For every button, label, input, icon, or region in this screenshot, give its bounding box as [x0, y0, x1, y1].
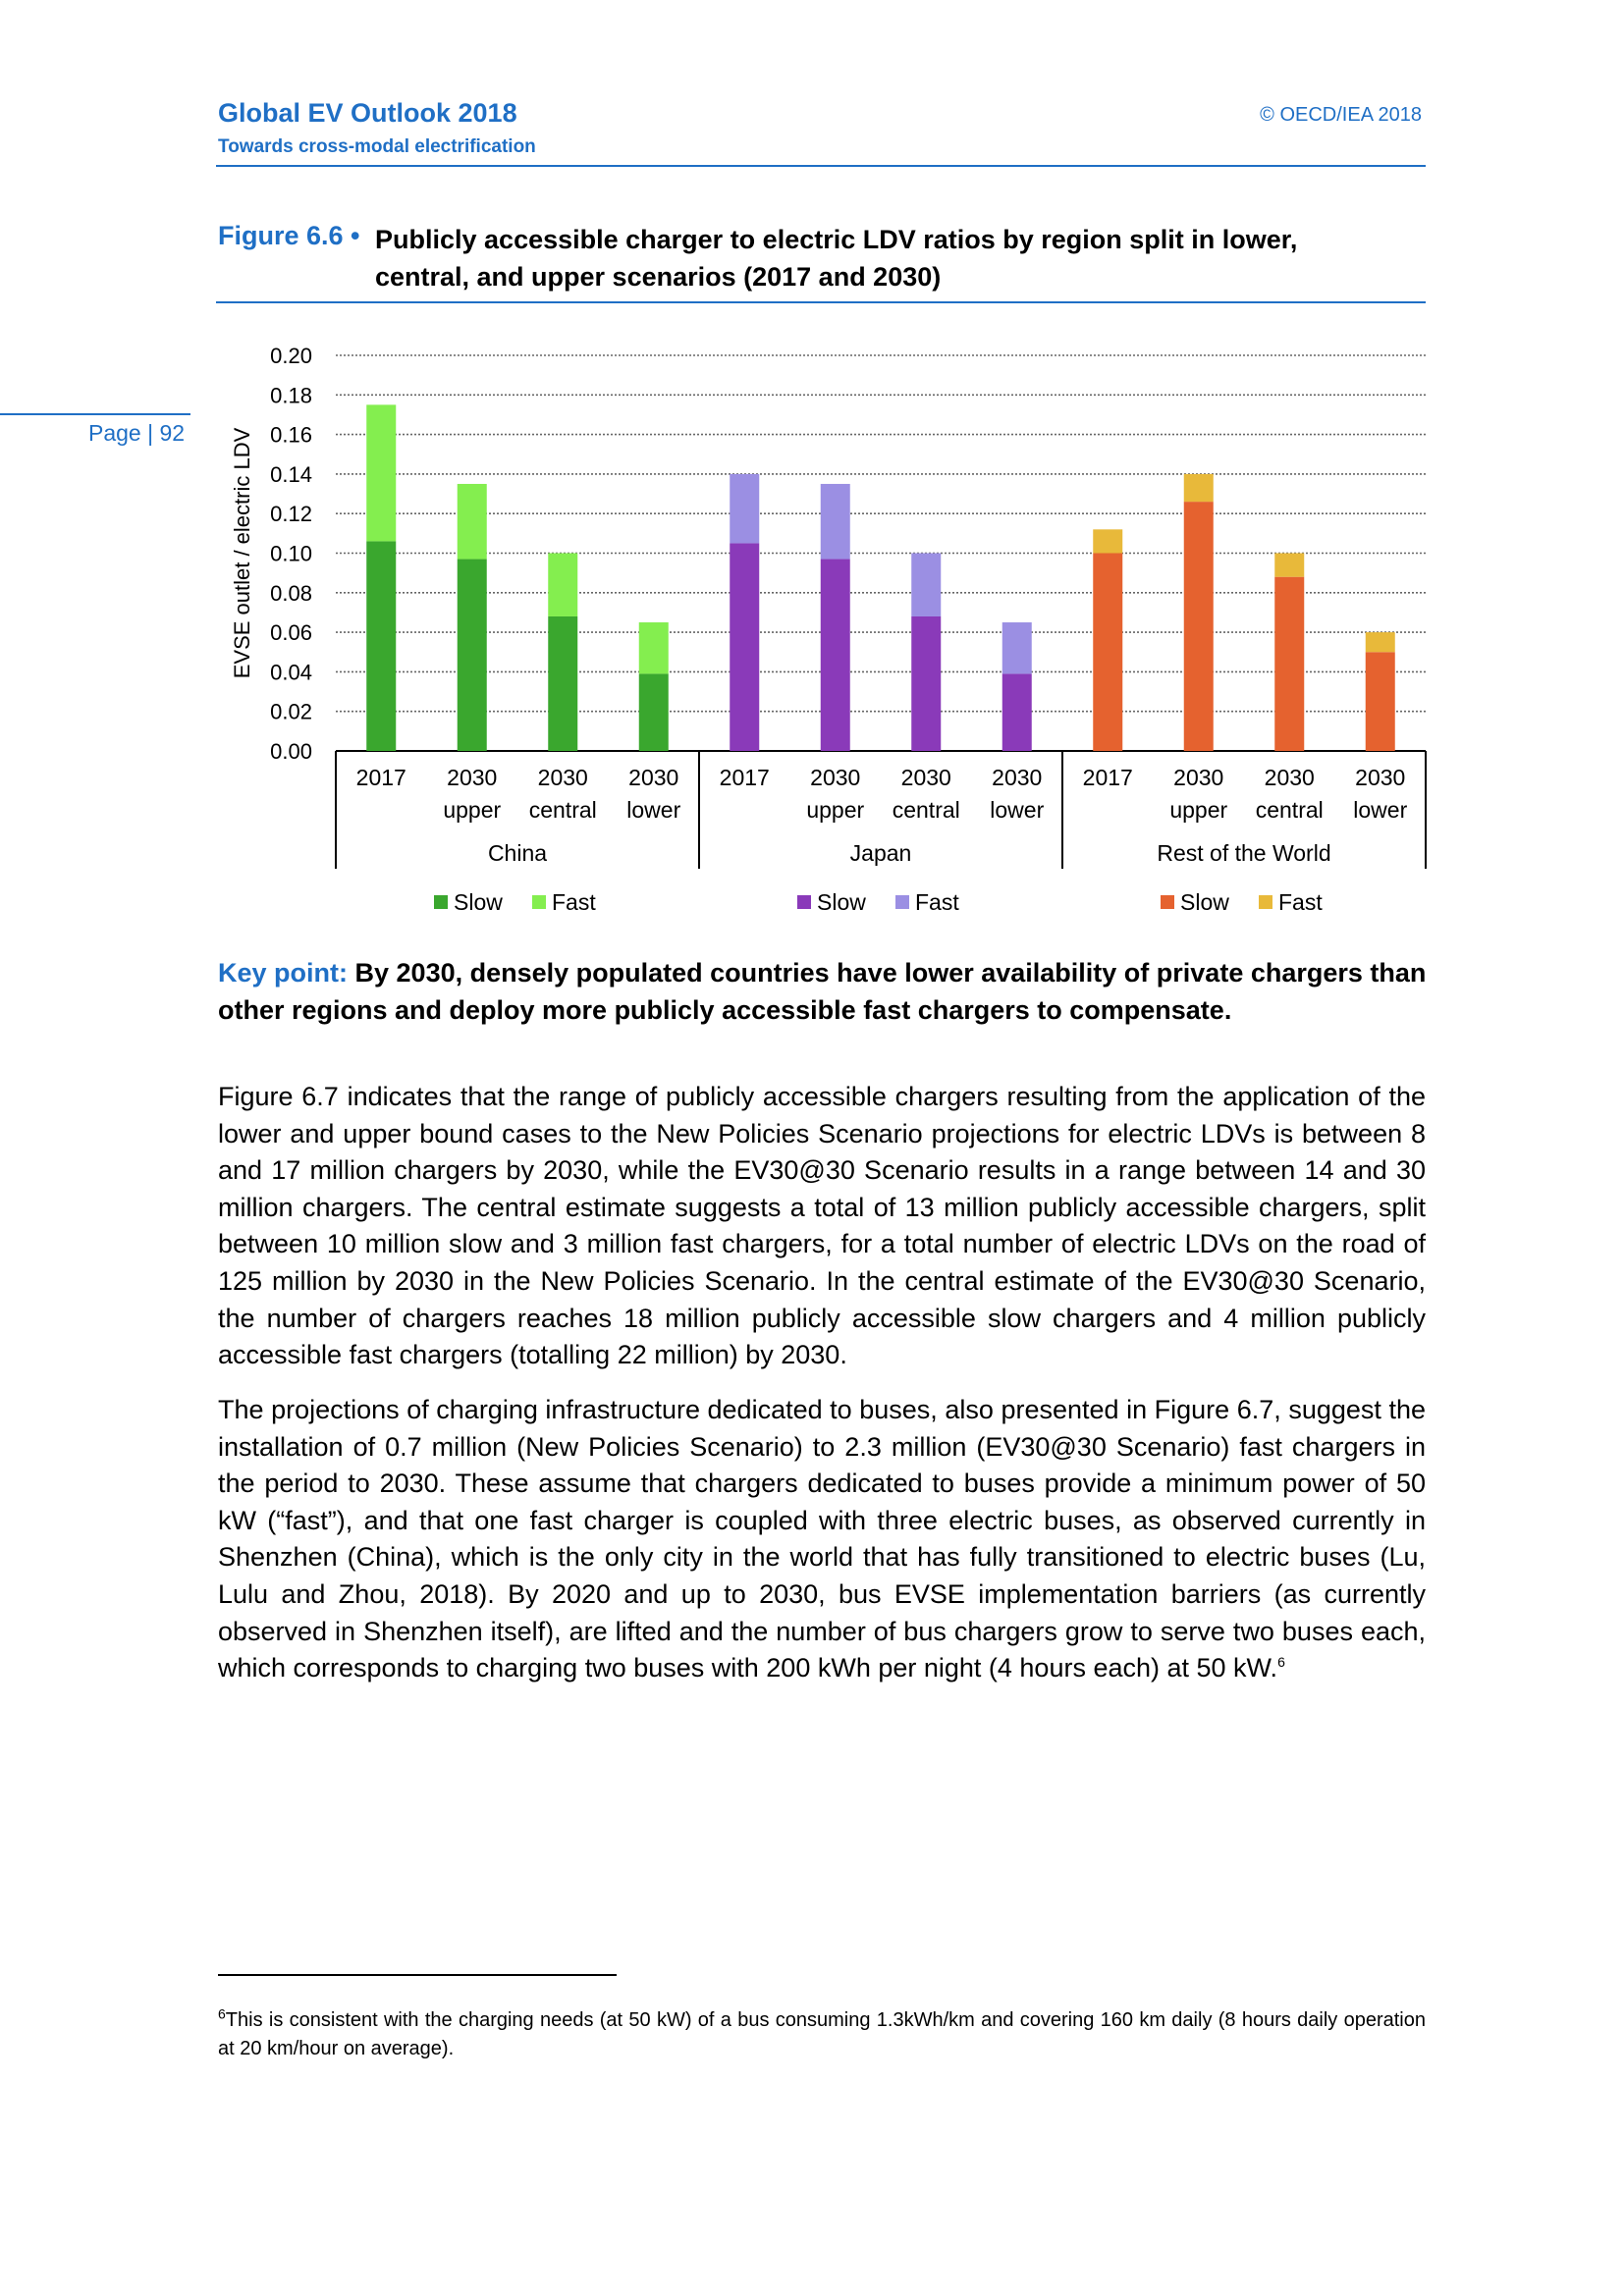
footnote-divider: [218, 1974, 617, 1976]
bar-segment-fast: [366, 404, 396, 541]
x-tick-label: upper: [443, 797, 502, 823]
bar-segment-slow: [1274, 577, 1304, 751]
x-tick-label: 2030: [810, 765, 861, 790]
bar-segment-slow: [911, 616, 941, 751]
x-tick-label: 2030: [1173, 765, 1224, 790]
x-tick-label: 2030: [900, 765, 951, 790]
x-tick-label: central: [528, 797, 597, 823]
legend-label-slow: Slow: [817, 889, 866, 915]
bar-segment-fast: [548, 554, 577, 616]
legend-label-fast: Fast: [552, 889, 596, 915]
key-point-text: By 2030, densely populated countries have lower availability of private chargers than other regions and deploy more publicly accessible fast chargers to compensate.: [218, 958, 1427, 1025]
bar-segment-fast: [1274, 554, 1304, 577]
y-tick-label: 0.16: [270, 422, 312, 448]
bar-segment-fast: [639, 622, 669, 673]
legend-swatch-fast: [895, 895, 909, 909]
x-tick-label: central: [892, 797, 960, 823]
x-tick-label: upper: [1169, 797, 1228, 823]
x-tick-label: lower: [1353, 797, 1408, 823]
copyright-notice: © OECD/IEA 2018: [1260, 104, 1422, 126]
bar-segment-slow: [458, 560, 487, 751]
bar-segment-fast: [1184, 474, 1214, 502]
legend-label-slow: Slow: [1180, 889, 1229, 915]
x-tick-label: central: [1255, 797, 1324, 823]
x-tick-label: 2017: [355, 765, 406, 790]
figure-label: Figure 6.6 •: [218, 221, 360, 250]
y-tick-label: 0.00: [270, 739, 312, 764]
bar-segment-fast: [730, 474, 759, 544]
x-tick-label: lower: [990, 797, 1045, 823]
x-tick-label: 2030: [447, 765, 498, 790]
bar-segment-slow: [1002, 673, 1032, 751]
x-tick-label: lower: [626, 797, 681, 823]
bar-segment-slow: [1184, 502, 1214, 751]
legend-label-fast: Fast: [1278, 889, 1323, 915]
x-tick-label: upper: [806, 797, 865, 823]
bar-segment-fast: [1366, 632, 1395, 652]
bar-segment-slow: [730, 543, 759, 751]
y-tick-label: 0.04: [270, 660, 312, 685]
bar-segment-slow: [366, 541, 396, 751]
legend-swatch-slow: [797, 895, 811, 909]
x-tick-label: 2030: [628, 765, 679, 790]
bar-segment-slow: [821, 560, 850, 751]
bar-segment-slow: [639, 673, 669, 751]
legend-swatch-slow: [1161, 895, 1174, 909]
group-label: China: [487, 840, 548, 866]
stacked-bar-chart: [0, 0, 1624, 942]
y-tick-label: 0.14: [270, 461, 312, 487]
x-tick-label: 2030: [537, 765, 588, 790]
paragraph-2-text: The projections of charging infrastructure dedicated to buses, also presented in Figure 6.7, suggest the installation of 0.7 million (New Policies Scenario) to 2.3 million (EV30@30 Scenario) fast chargers in the period to 2030. These assume that chargers dedicated to buses provide a minimum power of 50 kW (“fast”), and that one fast charger is coupled with three electric buses, as observed currently in Shenzhen (China), which is the only city in the world that has fully transitioned to electric buses (Lu, Lulu and Zhou, 2018). By 2020 and up to 2030, bus EVSE implementation barriers (as currently observed in Shenzhen itself), are lifted and the number of bus chargers grow to serve two buses each, which corresponds to charging two buses with 200 kWh per night (4 hours each) at 50 kW.: [218, 1395, 1426, 1683]
bar-segment-fast: [1093, 529, 1122, 553]
document-title: Global EV Outlook 2018: [218, 98, 517, 128]
paragraph-2: [218, 1392, 1426, 1687]
bar-segment-fast: [821, 484, 850, 560]
legend-swatch-slow: [434, 895, 448, 909]
legend-label-fast: Fast: [915, 889, 959, 915]
footnote-text: This is consistent with the charging needs (at 50 kW) of a bus consuming 1.3kWh/km and covering 160 km daily (8 hours daily operation at 20 km/hour on average).: [218, 2009, 1426, 2059]
document-subtitle: Towards cross-modal electrification: [218, 136, 536, 157]
x-tick-label: 2017: [1082, 765, 1133, 790]
legend-swatch-fast: [532, 895, 546, 909]
y-tick-label: 0.06: [270, 620, 312, 646]
paragraph-1: Figure 6.7 indicates that the range of publicly accessible chargers resulting from the application of the lower and upper bound cases to the New Policies Scenario projections for electric LDVs is between 8 and 17 million chargers by 2030, while the EV30@30 Scenario results in a range between 14 and 30 million chargers. The central estimate suggests a total of 13 million publicly accessible chargers, split between 10 million slow and 3 million fast chargers, for a total number of electric LDVs on the road of 125 million by 2030 in the New Policies Scenario. In the central estimate of the EV30@30 Scenario, the number of chargers reaches 18 million publicly accessible slow chargers and 4 million publicly accessible fast chargers (totalling 22 million) by 2030.: [218, 1082, 1426, 1370]
y-tick-label: 0.02: [270, 699, 312, 724]
legend-swatch-fast: [1259, 895, 1272, 909]
group-label: Rest of the World: [1157, 840, 1331, 866]
page-number: Page | 92: [88, 420, 186, 446]
bar-segment-fast: [911, 554, 941, 616]
footnote-number: 6: [218, 2005, 226, 2022]
x-tick-label: 2030: [1264, 765, 1315, 790]
y-tick-label: 0.20: [270, 344, 312, 368]
y-tick-label: 0.12: [270, 502, 312, 527]
y-tick-label: 0.10: [270, 541, 312, 566]
group-label: Japan: [849, 840, 912, 866]
x-tick-label: 2017: [719, 765, 770, 790]
x-tick-label: 2030: [992, 765, 1043, 790]
y-tick-label: 0.18: [270, 383, 312, 408]
y-tick-label: 0.08: [270, 580, 312, 606]
bar-segment-slow: [548, 616, 577, 751]
footnote: [218, 2006, 1426, 2063]
x-tick-label: 2030: [1355, 765, 1406, 790]
footnote-reference: 6: [1277, 1654, 1285, 1671]
y-axis-title: EVSE outlet / electric LDV: [230, 427, 254, 679]
key-point: [218, 954, 1435, 1029]
key-point-label: Key point:: [218, 958, 348, 988]
bar-segment-slow: [1093, 554, 1122, 752]
figure-title: Publicly accessible charger to electric LDV ratios by region split in lower, central, and upper scenarios (2017 and 2030): [375, 225, 1298, 292]
legend-label-slow: Slow: [454, 889, 503, 915]
bar-segment-fast: [1002, 622, 1032, 673]
bar-segment-fast: [458, 484, 487, 560]
bar-segment-slow: [1366, 652, 1395, 751]
